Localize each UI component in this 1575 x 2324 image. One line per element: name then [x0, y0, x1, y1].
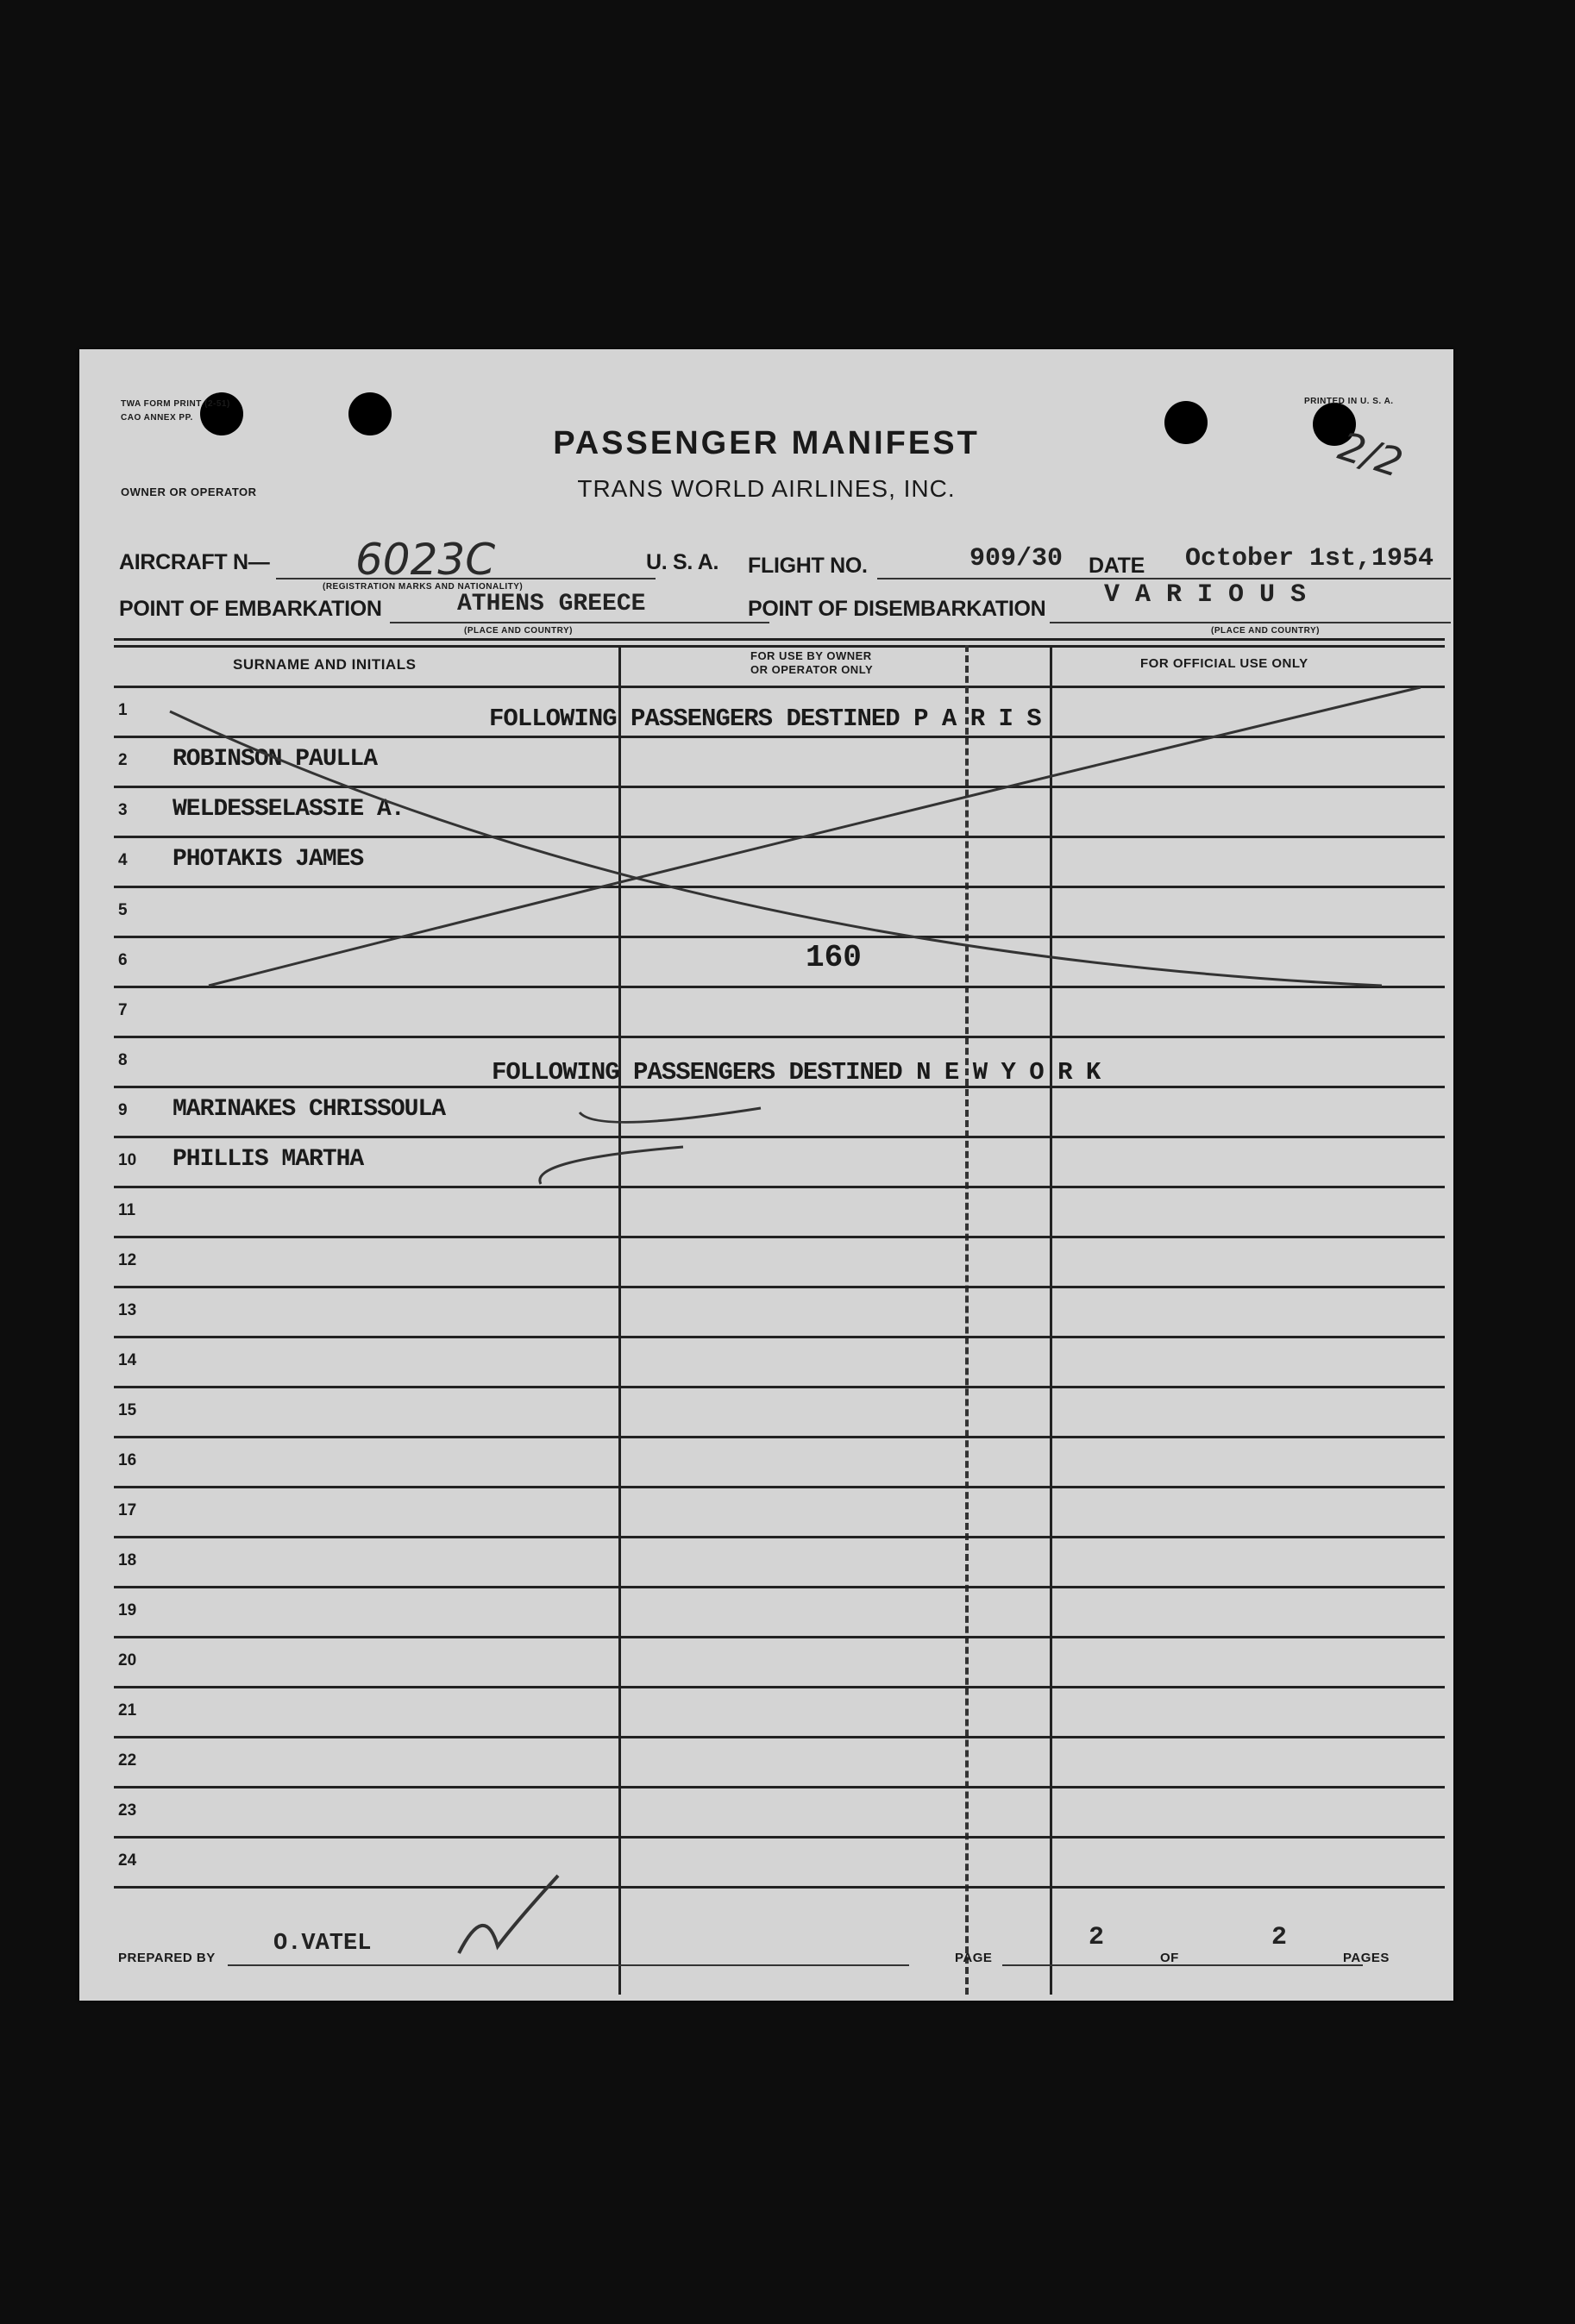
row-number: 6 [118, 951, 128, 969]
manifest-sheet [79, 349, 1453, 2001]
flight-label: FLIGHT NO. [748, 554, 868, 578]
airline-name: TRANS WORLD AIRLINES, INC. [577, 475, 956, 502]
of-value: 2 [1271, 1923, 1288, 1952]
disembarkation-value: V A R I O U S [1104, 580, 1307, 610]
row-number: 4 [118, 851, 128, 869]
row-number: 20 [118, 1651, 137, 1669]
row-number: 23 [118, 1801, 137, 1820]
registration-caption: (REGISTRATION MARKS AND NATIONALITY) [323, 582, 524, 592]
page-label: PAGE [955, 1951, 993, 1965]
prepared-initials [485, 1901, 498, 1911]
column-surname: SURNAME AND INITIALS [233, 656, 417, 673]
page-title: PASSENGER MANIFEST [553, 425, 980, 461]
row-number: 7 [118, 1001, 128, 1019]
form-id-line1: TWA FORM PRINT (2-51) [121, 399, 230, 409]
disembarkation-caption: (PLACE AND COUNTRY) [1211, 626, 1320, 636]
date-label: DATE [1089, 554, 1145, 578]
passenger-count: 160 [806, 940, 862, 975]
usa-label: U. S. A. [646, 550, 719, 574]
embarkation-value: ATHENS GREECE [457, 591, 646, 617]
row-number: 19 [118, 1601, 137, 1619]
flight-value: 909/30 [969, 544, 1064, 573]
row-number: 14 [118, 1351, 137, 1369]
row-number: 24 [118, 1851, 137, 1870]
prepared-value: O.VATEL [273, 1931, 372, 1957]
of-label: OF [1160, 1951, 1179, 1965]
row-number: 9 [118, 1101, 128, 1119]
row-number: 13 [118, 1301, 137, 1319]
passenger-name: WELDESSELASSIE A. [173, 796, 405, 823]
note-paris: FOLLOWING PASSENGERS DESTINED P A R I S [489, 705, 1041, 733]
column-owner-use-2: OR OPERATOR ONLY [750, 663, 874, 676]
passenger-name: PHILLIS MARTHA [173, 1146, 364, 1173]
embarkation-caption: (PLACE AND COUNTRY) [464, 626, 573, 636]
page-value: 2 [1089, 1923, 1105, 1952]
row-number: 16 [118, 1451, 137, 1469]
embarkation-label: POINT OF EMBARKATION [119, 597, 382, 621]
row-number: 2 [118, 751, 128, 769]
row-number: 17 [118, 1501, 137, 1519]
pages-label: PAGES [1343, 1951, 1390, 1965]
row-number: 12 [118, 1251, 137, 1269]
row-number: 18 [118, 1551, 137, 1569]
row-number: 10 [118, 1151, 137, 1169]
row-number: 1 [118, 701, 128, 719]
owner-label: OWNER OR OPERATOR [121, 485, 257, 498]
printed-note: PRINTED IN U. S. A. [1304, 397, 1394, 406]
note-new-york: FOLLOWING PASSENGERS DESTINED N E W Y O R K [492, 1058, 1101, 1087]
row-number: 11 [118, 1201, 136, 1219]
cross-out-marks [79, 349, 1453, 2001]
corner-page-mark: 2/2 [1333, 422, 1409, 487]
passenger-name: ROBINSON PAULLA [173, 746, 378, 773]
row-number: 3 [118, 801, 128, 819]
disembarkation-label: POINT OF DISEMBARKATION [748, 597, 1046, 621]
passenger-name: MARINAKES CHRISSOULA [173, 1096, 446, 1123]
row-number: 21 [118, 1701, 137, 1720]
form-id-line2: CAO ANNEX PP. [121, 413, 193, 423]
row-number: 22 [118, 1751, 137, 1770]
row-number: 5 [118, 901, 128, 919]
row-number: 8 [118, 1051, 128, 1069]
passenger-name: PHOTAKIS JAMES [173, 846, 364, 873]
aircraft-value: 6023C [355, 535, 496, 585]
date-value: October 1st,1954 [1185, 544, 1434, 573]
aircraft-label: AIRCRAFT N— [119, 550, 270, 574]
row-number: 15 [118, 1401, 137, 1419]
column-owner-use-1: FOR USE BY OWNER [750, 649, 872, 662]
column-official: FOR OFFICIAL USE ONLY [1140, 656, 1308, 671]
prepared-label: PREPARED BY [118, 1951, 216, 1965]
